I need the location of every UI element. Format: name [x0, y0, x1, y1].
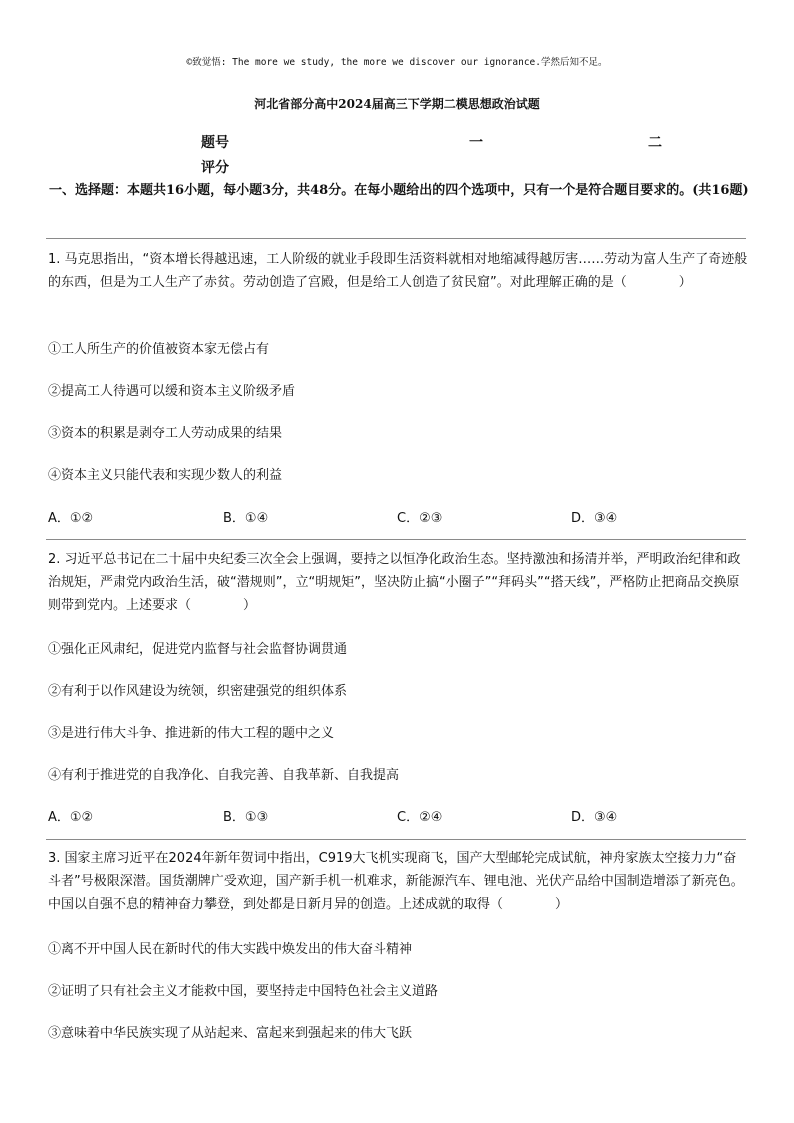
question-3-stem: 3. 国家主席习近平在2024年新年贺词中指出，C919大飞机实现商飞，国产大型邮轮完成试航，神舟家族太空接力力“奋斗者”号极限深潜。国货潮牌广受欢迎，国产新手机一机难求，新能源汽车、锂电池、光伏产品给中国制造增添了新亮色。中国以自强不息的精神奋力攀登，到处都是日新月异的创造。上述成就的取得（ ）: [48, 851, 744, 912]
question-1-item-2: ②提高工人待遇可以缓和资本主义阶级矛盾: [48, 384, 296, 399]
divider: [46, 839, 746, 840]
score-table-col-1: 一: [469, 135, 483, 151]
question-1-answer-c[interactable]: C．②③: [397, 511, 443, 526]
divider: [46, 238, 746, 239]
question-2-item-1: ①强化正风肃纪，促进党内监督与社会监督协调贯通: [48, 642, 348, 657]
section-heading: 一、选择题：本题共16小题，每小题3分，共48分。在每小题给出的四个选项中，只有一个是符合题目要求的。(共16题): [49, 183, 749, 198]
question-2-stem: 2. 习近平总书记在二十届中央纪委三次全会上强调，要持之以恒净化政治生态。坚持激浊和扬清并举，严明政治纪律和政治规矩，严肃党内政治生活，破“潜规则”，立“明规矩”，坚决防止搞“小圈子”“拜码头”“搭天线”，严格防止把商品交换原则带到党内。上述要求（ ）: [48, 552, 741, 613]
question-2-item-4: ④有利于推进党的自我净化、自我完善、自我革新、自我提高: [48, 768, 400, 783]
divider: [46, 539, 746, 540]
question-3-item-2: ②证明了只有社会主义才能救中国，要坚持走中国特色社会主义道路: [48, 984, 439, 999]
question-2-item-2: ②有利于以作风建设为统领，织密建强党的组织体系: [48, 684, 348, 699]
question-1-answer-a[interactable]: A．①②: [48, 511, 94, 526]
score-table-col-label: 题号: [201, 135, 229, 151]
header-quote: ©致觉悟: The more we study, the more we discover our ignorance.学然后知不足。: [186, 57, 608, 68]
question-2-answer-a[interactable]: A．①②: [48, 810, 94, 825]
exam-title: 河北省部分高中2024届高三下学期二模思想政治试题: [254, 97, 540, 111]
question-3-item-1: ①离不开中国人民在新时代的伟大实践中焕发出的伟大奋斗精神: [48, 942, 413, 957]
question-2-item-3: ③是进行伟大斗争、推进新的伟大工程的题中之义: [48, 726, 335, 741]
question-1-item-1: ①工人所生产的价值被资本家无偿占有: [48, 342, 270, 357]
question-1-answer-b[interactable]: B．①④: [223, 511, 269, 526]
question-2-answer-d[interactable]: D．③④: [571, 810, 618, 825]
score-table-row-label: 评分: [201, 160, 229, 176]
question-2-answer-c[interactable]: C．②④: [397, 810, 443, 825]
question-1-item-4: ④资本主义只能代表和实现少数人的利益: [48, 468, 283, 483]
question-1-answer-d[interactable]: D．③④: [571, 511, 618, 526]
question-1-item-3: ③资本的积累是剥夺工人劳动成果的结果: [48, 426, 283, 441]
question-1-stem: 1. 马克思指出，“资本增长得越迅速，工人阶级的就业手段即生活资料就相对地缩减得越厉害……劳动为富人生产了奇迹般的东西，但是为工人生产了赤贫。劳动创造了宫殿，但是给工人创造了贫民窟”。对此理解正确的是（ ）: [48, 252, 748, 290]
question-3-item-3: ③意味着中华民族实现了从站起来、富起来到强起来的伟大飞跃: [48, 1026, 413, 1041]
question-2-answer-b[interactable]: B．①③: [223, 810, 269, 825]
score-table-col-2: 二: [648, 135, 662, 151]
